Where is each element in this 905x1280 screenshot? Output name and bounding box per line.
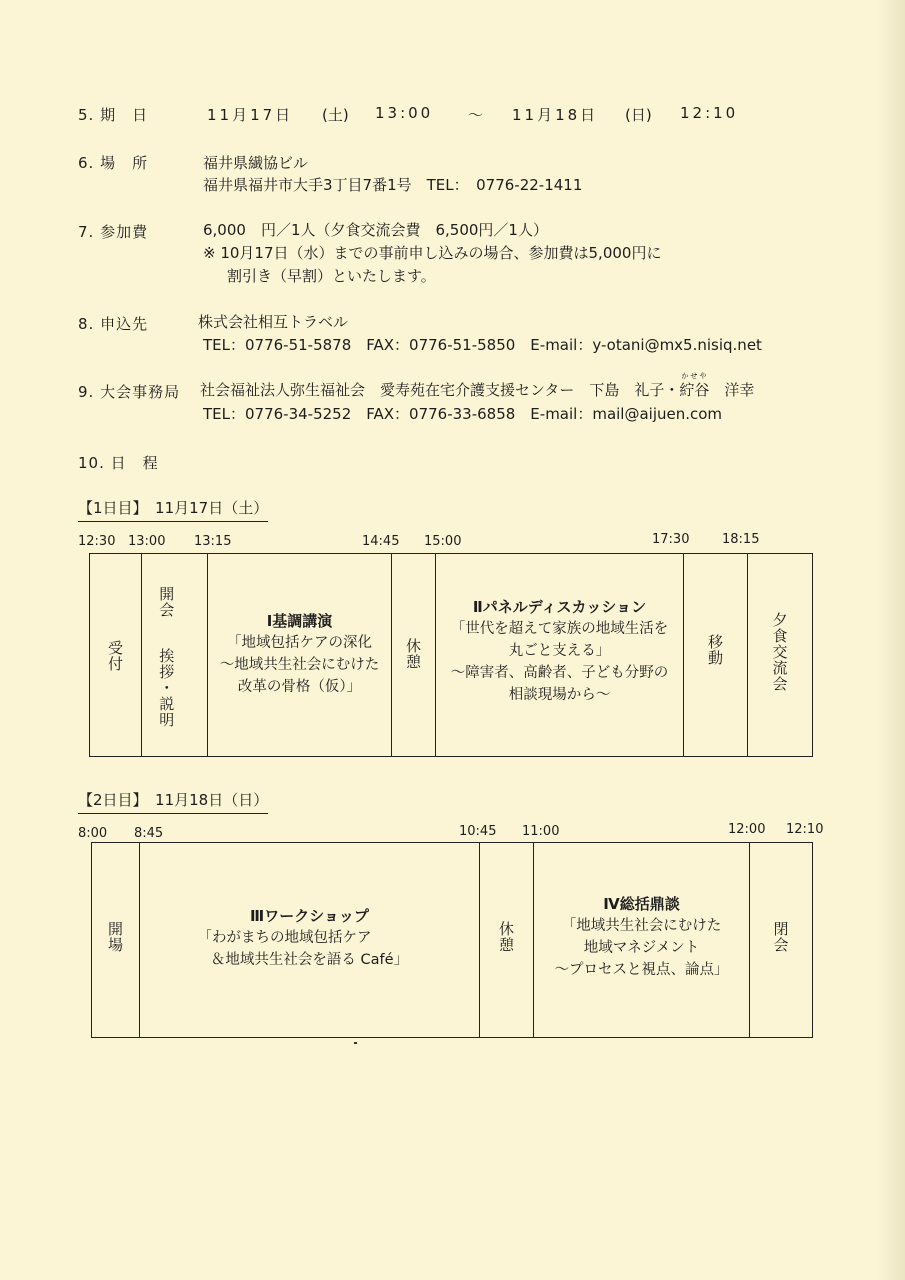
keynote-line: 〜地域共生社会にむけた	[219, 657, 380, 673]
surname-ruby: かせや	[681, 372, 709, 380]
item-10-label: 10. 日 程	[78, 454, 159, 472]
item-6-label: 6. 場 所	[78, 154, 149, 172]
end-date: 11月18日	[512, 106, 599, 124]
keynote-block	[208, 610, 391, 698]
venue-address: 福井県福井市大手3丁目7番1号 TEL： 0776-22-1411	[203, 176, 583, 194]
panel-line: 丸ごと支える」	[508, 643, 611, 659]
reception-text: 受付	[106, 640, 124, 672]
cell-workshop	[140, 843, 480, 1037]
end-time: 12:10	[680, 104, 739, 122]
day2-time: 12:10	[786, 822, 824, 837]
day2-time: 12:00	[728, 822, 766, 837]
workshop-block	[140, 905, 479, 971]
cell-panel	[436, 554, 684, 756]
summary-title: Ⅳ総括鼎談	[603, 895, 680, 913]
day2-time: 10:45	[459, 824, 497, 839]
item-9-label: 9. 大会事務局	[78, 383, 181, 401]
panel-title: Ⅱパネルディスカッション	[472, 598, 647, 616]
opening-text: 開会	[157, 586, 176, 618]
move-text: 移動	[706, 634, 724, 666]
office-surname	[679, 372, 710, 400]
workshop-line: ＆地域共生社会を語る Café」	[210, 952, 409, 968]
fee-line-1: 6,000 円／1人（夕食交流会費 6,500円／1人）	[203, 221, 548, 239]
day1-time: 15:00	[424, 534, 462, 549]
panel-block	[436, 596, 683, 706]
summary-line: 「地域共生社会にむけた	[561, 918, 722, 934]
office-contact: TEL：0776-34-5252 FAX：0776-33-6858 E-mail：mail@aijuen.com	[203, 405, 723, 423]
keynote-title: Ⅰ基調講演	[266, 612, 333, 630]
break-text: 休憩	[497, 921, 515, 953]
office-given-name: 洋幸	[709, 381, 755, 399]
summary-block	[534, 893, 749, 981]
break-text: 休憩	[404, 638, 422, 670]
office-org: 社会福祉法人弥生福祉会 愛寿苑在宅介護支援センター 下島 礼子・	[200, 381, 680, 399]
end-day-of-week: (日)	[625, 106, 652, 124]
cell-open-venue	[92, 843, 140, 1037]
start-date: 11月17日	[207, 106, 294, 124]
item-8-label: 8. 申込先	[78, 315, 149, 333]
cell-opening	[142, 554, 208, 756]
keynote-line: 「地域包括ケアの深化	[227, 635, 372, 651]
cell-reception	[90, 554, 142, 756]
stray-mark	[354, 1042, 357, 1044]
cell-closing	[750, 843, 812, 1037]
venue-name: 福井県繊協ビル	[203, 154, 309, 172]
day1-time: 17:30	[652, 532, 690, 547]
fee-line-3: 割引き（早割）といたします。	[227, 267, 436, 285]
cell-break	[392, 554, 436, 756]
day2-time: 8:45	[134, 826, 164, 841]
panel-line: 相談現場から〜	[508, 687, 611, 703]
day1-label: 【1日目】 11月17日（土）	[78, 497, 268, 522]
day2-time: 8:00	[78, 826, 108, 841]
panel-line: 〜障害者、高齢者、子ども分野の	[450, 665, 669, 681]
day1-time: 12:30	[78, 534, 116, 549]
day1-time: 14:45	[362, 534, 400, 549]
open-venue-text: 開場	[106, 921, 124, 953]
cell-dinner	[748, 554, 812, 756]
workshop-line: 「わがまちの地域包括ケア	[197, 930, 372, 946]
panel-line: 「世代を超えて家族の地域生活を	[450, 621, 669, 637]
workshop-title: Ⅲワークショップ	[250, 907, 369, 925]
dinner-text: 夕食交流会	[770, 612, 789, 692]
day1-schedule-table	[89, 553, 813, 757]
item-7-label: 7. 参加費	[78, 223, 149, 241]
tilde: 〜	[468, 106, 484, 124]
day2-time: 11:00	[522, 824, 560, 839]
page-edge-shadow	[877, 0, 905, 1280]
greeting-text: 挨拶・説明	[157, 648, 176, 728]
start-day-of-week: (土)	[322, 106, 349, 124]
start-time: 13:00	[375, 104, 434, 122]
summary-line: 〜プロセスと視点、論点」	[554, 962, 729, 978]
cell-keynote	[208, 554, 392, 756]
day2-label: 【2日目】 11月18日（日）	[78, 789, 268, 814]
day1-time: 13:00	[128, 534, 166, 549]
keynote-line: 改革の骨格（仮）」	[237, 679, 362, 695]
surname-kanji: 紵谷	[679, 381, 710, 399]
office-line-1	[200, 372, 755, 400]
day1-time: 18:15	[722, 532, 760, 547]
apply-company: 株式会社相互トラベル	[198, 313, 349, 331]
cell-break-day2	[480, 843, 534, 1037]
closing-text: 閉会	[771, 921, 790, 953]
day1-time: 13:15	[194, 534, 232, 549]
item-5-label: 5. 期 日	[78, 106, 149, 124]
day2-schedule-table	[91, 842, 813, 1038]
summary-line: 地域マネジメント	[583, 940, 700, 956]
cell-summary	[534, 843, 750, 1037]
fee-line-2: ※ 10月17日（水）までの事前申し込みの場合、参加費は5,000円に	[203, 244, 662, 262]
cell-move	[684, 554, 748, 756]
apply-contact: TEL：0776-51-5878 FAX：0776-51-5850 E-mail：y-otani@mx5.nisiq.net	[203, 336, 762, 354]
